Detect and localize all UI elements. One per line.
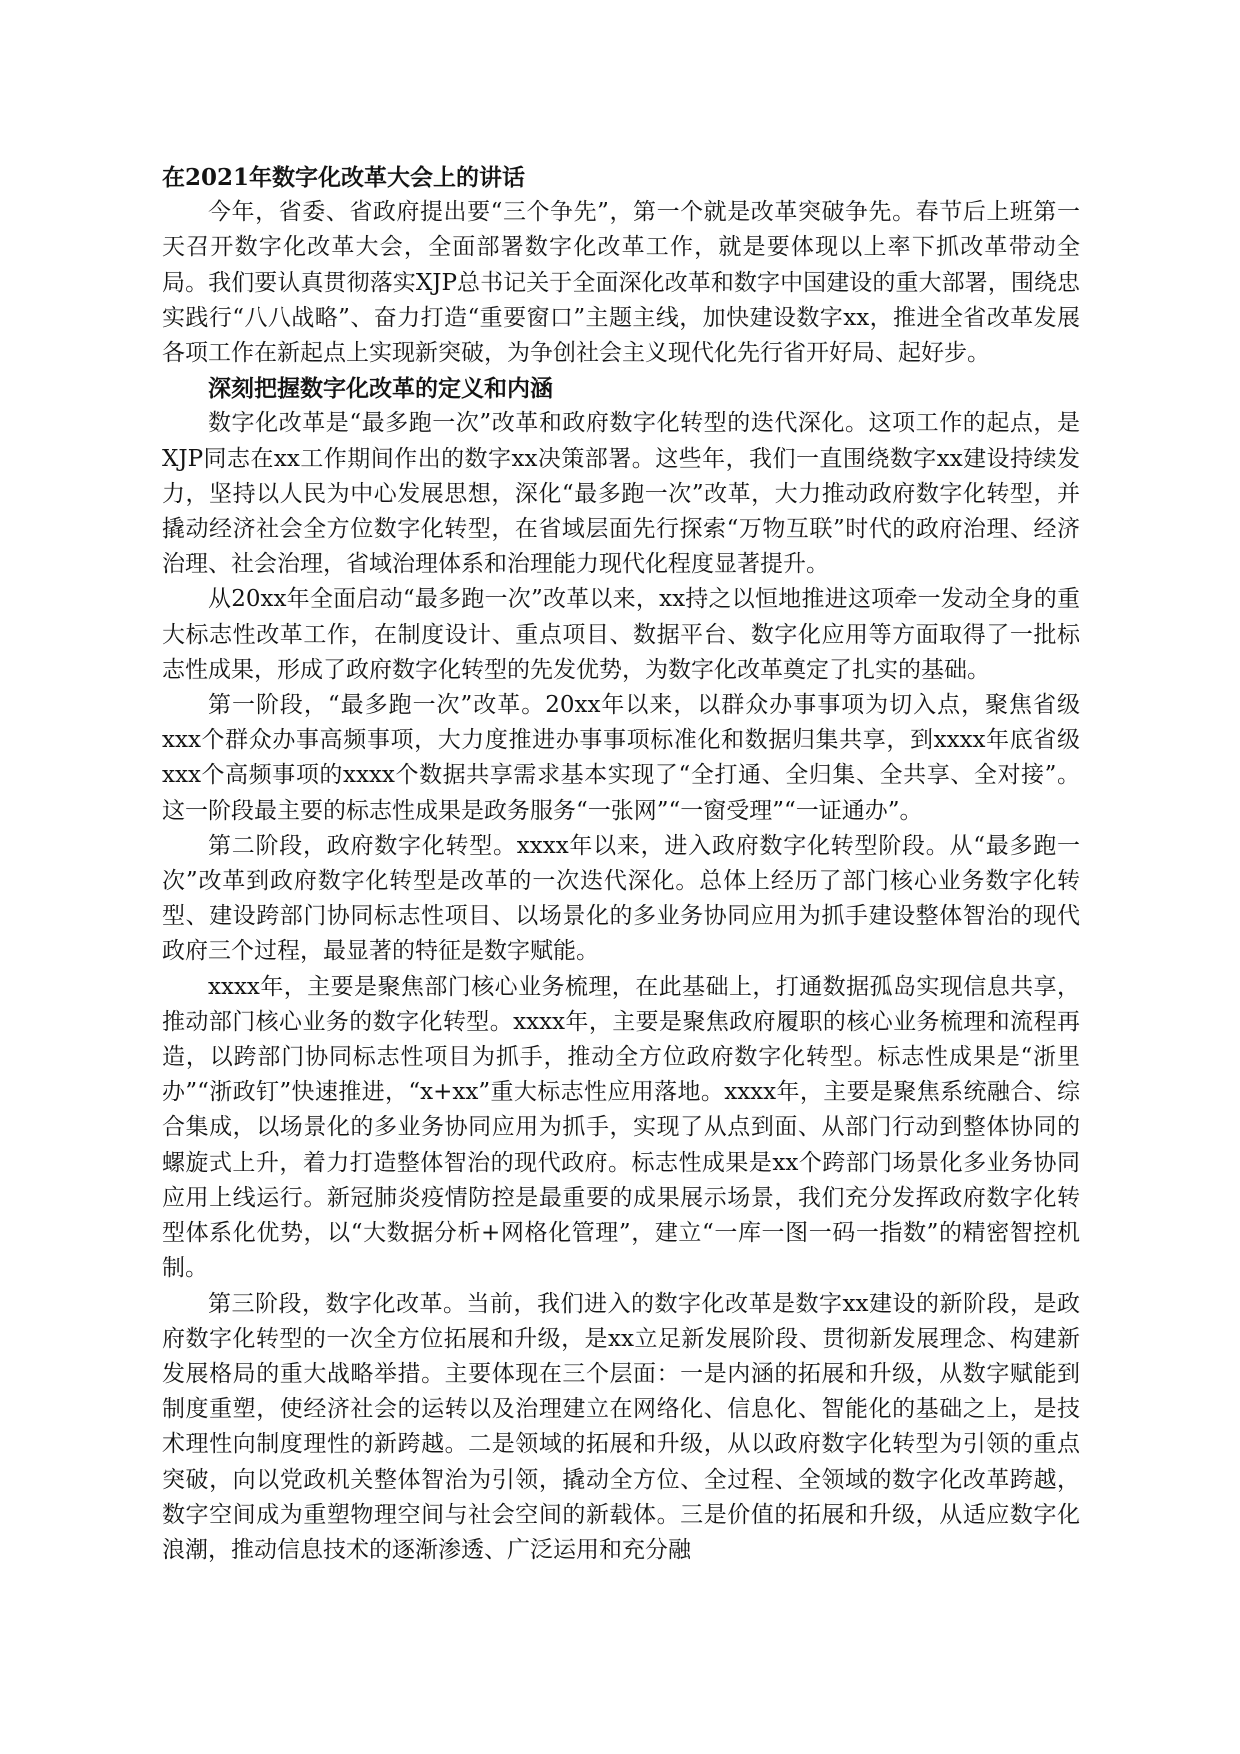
paragraph-stage-one: 第一阶段，“最多跑一次”改革。20xx年以来，以群众办事事项为切入点，聚焦省级xxx个群众办事高频事项，大力度推进办事事项标准化和数据归集共享，到xxxx年底省级xxx个高频事项的xxxx个数据共享需求基本实现了“全打通、全归集、全共享、全对接”。这一阶段最主要的标志性成果是政务服务“一张网”“一窗受理”“一证通办”。	[162, 692, 1080, 824]
document-title: 在2021年数字化改革大会上的讲话	[162, 164, 526, 191]
section-heading: 深刻把握数字化改革的定义和内涵	[208, 375, 553, 403]
paragraph-stage-two: 第二阶段，政府数字化转型。xxxx年以来，进入政府数字化转型阶段。从“最多跑一次”改革到政府数字化转型是改革的一次迭代深化。总体上经历了部门核心业务数字化转型、建设跨部门协同标志性项目、以场景化的多业务协同应用为抓手建设整体智治的现代政府三个过程，最显著的特征是数字赋能。	[162, 832, 1080, 965]
document-body	[162, 160, 1080, 1568]
paragraph-stage-two-detail: xxxx年，主要是聚焦部门核心业务梳理，在此基础上，打通数据孤岛实现信息共享，推动部门核心业务的数字化转型。xxxx年，主要是聚焦政府履职的核心业务梳理和流程再造，以跨部门协同标志性项目为抓手，推动全方位政府数字化转型。标志性成果是“浙里办”“浙政钉”快速推进，“x+xx”重大标志性应用落地。xxxx年，主要是聚焦系统融合、综合集成，以场景化的多业务协同应用为抓手，实现了从点到面、从部门行动到整体协同的螺旋式上升，着力打造整体智治的现代政府。标志性成果是xx个跨部门场景化多业务协同应用上线运行。新冠肺炎疫情防控是最重要的成果展示场景，我们充分发挥政府数字化转型体系化优势，以“大数据分析+网格化管理”，建立“一库一图一码一指数”的精密智控机制。	[162, 973, 1080, 1282]
paragraph-intro: 今年，省委、省政府提出要“三个争先”，第一个就是改革突破争先。春节后上班第一天召开数字化改革大会，全面部署数字化改革工作，就是要体现以上率下抓改革带动全局。我们要认真贯彻落实XJP总书记关于全面深化改革和数字中国建设的重大部署，围绕忠实践行“八八战略”、奋力打造“重要窗口”主题主线，加快建设数字xx，推进全省改革发展各项工作在新起点上实现新突破，为争创社会主义现代化先行省开好局、起好步。	[162, 199, 1080, 367]
paragraph-stage-three: 第三阶段，数字化改革。当前，我们进入的数字化改革是数字xx建设的新阶段，是政府数字化转型的一次全方位拓展和升级，是xx立足新发展阶段、贯彻新发展理念、构建新发展格局的重大战略举措。主要体现在三个层面：一是内涵的拓展和升级，从数字赋能到制度重塑，使经济社会的运转以及治理建立在网络化、信息化、智能化的基础之上，是技术理性向制度理性的新跨越。二是领域的拓展和升级，从以政府数字化转型为引领的重点突破，向以党政机关整体智治为引领，撬动全方位、全过程、全领域的数字化改革跨越，数字空间成为重塑物理空间与社会空间的新载体。三是价值的拓展和升级，从适应数字化浪潮，推动信息技术的逐渐渗透、广泛运用和充分融	[162, 1290, 1080, 1563]
paragraph-history: 从20xx年全面启动“最多跑一次”改革以来，xx持之以恒地推进这项牵一发动全身的重大标志性改革工作，在制度设计、重点项目、数据平台、数字化应用等方面取得了一批标志性成果，形成了政府数字化转型的先发优势，为数字化改革奠定了扎实的基础。	[162, 586, 1080, 683]
paragraph-definition: 数字化改革是“最多跑一次”改革和政府数字化转型的迭代深化。这项工作的起点，是XJP同志在xx工作期间作出的数字xx决策部署。这些年，我们一直围绕数字xx建设持续发力，坚持以人民为中心发展思想，深化“最多跑一次”改革，大力推动政府数字化转型，并撬动经济社会全方位数字化转型，在省域层面先行探索“万物互联”时代的政府治理、经济治理、社会治理，省域治理体系和治理能力现代化程度显著提升。	[162, 410, 1080, 578]
